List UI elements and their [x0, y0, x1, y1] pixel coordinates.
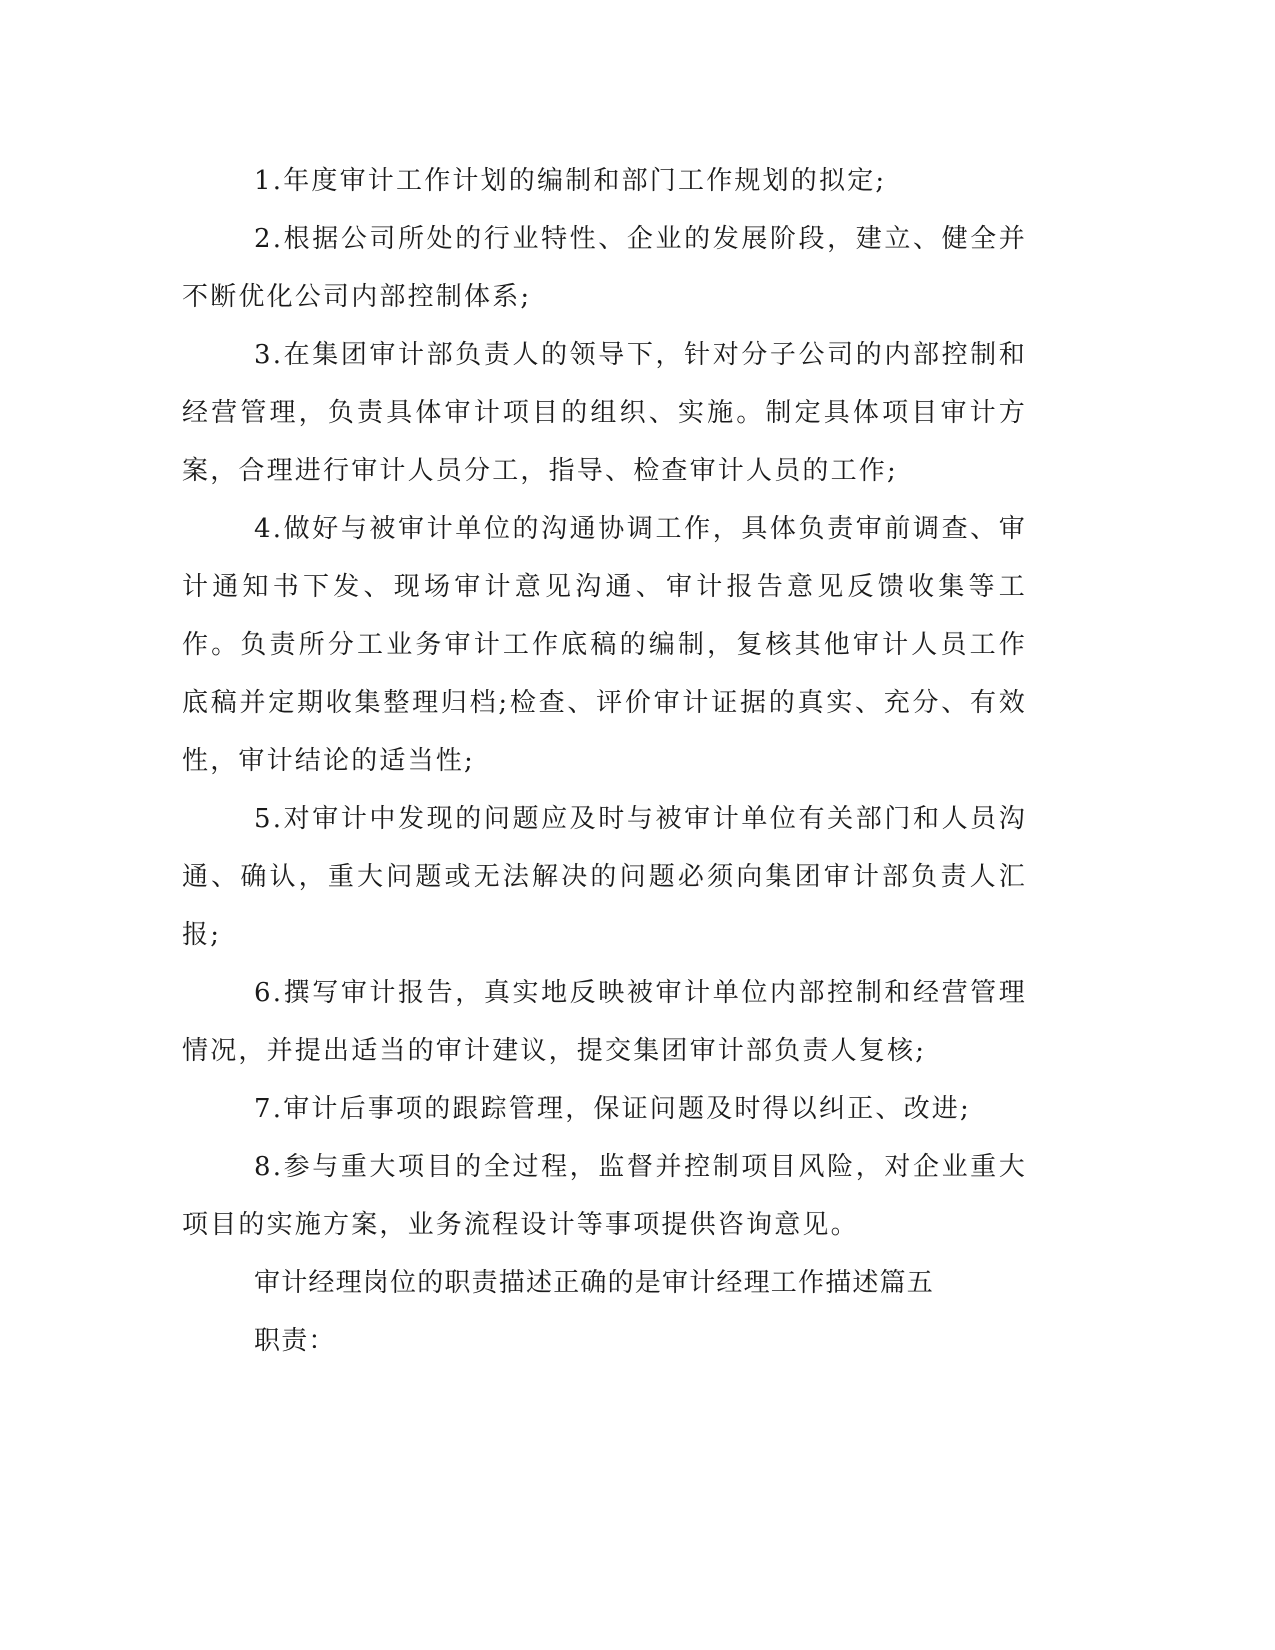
duty-item-3: 3.在集团审计部负责人的领导下，针对分子公司的内部控制和经营管理，负责具体审计项目的组织、实施。制定具体项目审计方案，合理进行审计人员分工，指导、检查审计人员的工作;	[182, 340, 1027, 486]
duty-item-8: 8.参与重大项目的全过程，监督并控制项目风险，对企业重大项目的实施方案，业务流程设计等事项提供咨询意见。	[182, 1152, 1027, 1240]
duty-item-2: 2.根据公司所处的行业特性、企业的发展阶段，建立、健全并不断优化公司内部控制体系;	[182, 224, 1027, 312]
duty-item-7: 7.审计后事项的跟踪管理，保证问题及时得以纠正、改进;	[254, 1094, 971, 1124]
section-label: 职责：	[254, 1326, 336, 1356]
document-body	[182, 152, 1027, 1370]
duty-item-6: 6.撰写审计报告，真实地反映被审计单位内部控制和经营管理情况，并提出适当的审计建议，提交集团审计部负责人复核;	[182, 978, 1027, 1066]
duty-item-4: 4.做好与被审计单位的沟通协调工作，具体负责审前调查、审计通知书下发、现场审计意见沟通、审计报告意见反馈收集等工作。负责所分工业务审计工作底稿的编制，复核其他审计人员工作底稿并定期收集整理归档;检查、评价审计证据的真实、充分、有效性，审计结论的适当性;	[182, 514, 1027, 776]
duty-item-5: 5.对审计中发现的问题应及时与被审计单位有关部门和人员沟通、确认，重大问题或无法解决的问题必须向集团审计部负责人汇报;	[182, 804, 1027, 950]
section-title: 审计经理岗位的职责描述正确的是审计经理工作描述篇五	[254, 1268, 935, 1298]
duty-item-1: 1.年度审计工作计划的编制和部门工作规划的拟定;	[254, 166, 887, 196]
